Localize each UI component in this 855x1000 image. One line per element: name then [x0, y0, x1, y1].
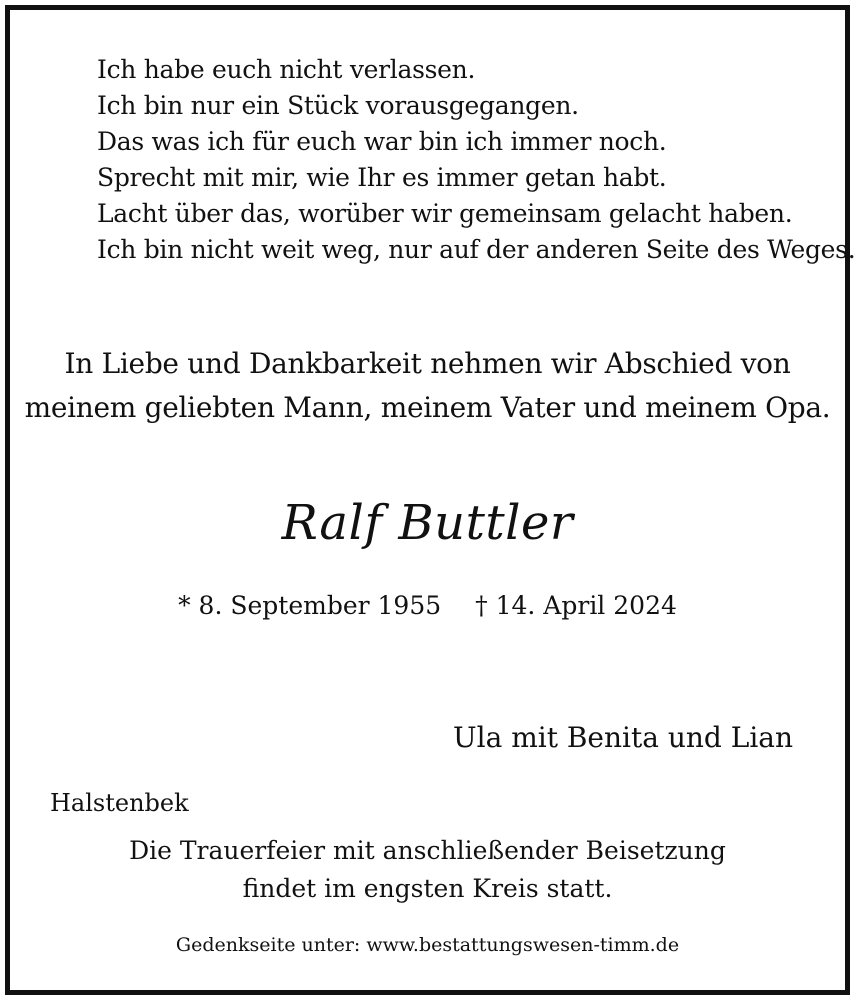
memorial-page-info: Gedenkseite unter: www.bestattungswesen-timm.de	[175, 934, 680, 956]
tribute-line: meinem geliebten Mann, meinem Vater und meinem Opa.	[24, 391, 831, 424]
poem-line: Das was ich für euch war bin ich immer noch.	[97, 127, 667, 156]
poem-line: Ich habe euch nicht verlassen.	[97, 55, 476, 84]
ceremony-line: findet im engsten Kreis statt.	[242, 874, 613, 903]
life-dates	[0, 586, 855, 626]
family-signature: Ula mit Benita und Lian	[453, 721, 793, 754]
ceremony-info	[0, 832, 855, 908]
place-name: Halstenbek	[50, 789, 189, 817]
poem	[97, 52, 855, 268]
death-date: † 14. April 2024	[475, 591, 677, 620]
tribute-text	[0, 342, 855, 430]
ceremony-line: Die Trauerfeier mit anschließender Beisetzung	[129, 836, 726, 865]
deceased-name: Ralf Buttler	[281, 495, 574, 551]
poem-line: Ich bin nicht weit weg, nur auf der anderen Seite des Weges.	[97, 235, 855, 264]
poem-line: Ich bin nur ein Stück vorausgegangen.	[97, 91, 579, 120]
poem-line: Sprecht mit mir, wie Ihr es immer getan habt.	[97, 163, 667, 192]
birth-date: * 8. September 1955	[178, 591, 442, 620]
poem-line: Lacht über das, worüber wir gemeinsam gelacht haben.	[97, 199, 793, 228]
tribute-line: In Liebe und Dankbarkeit nehmen wir Abschied von	[64, 347, 791, 380]
